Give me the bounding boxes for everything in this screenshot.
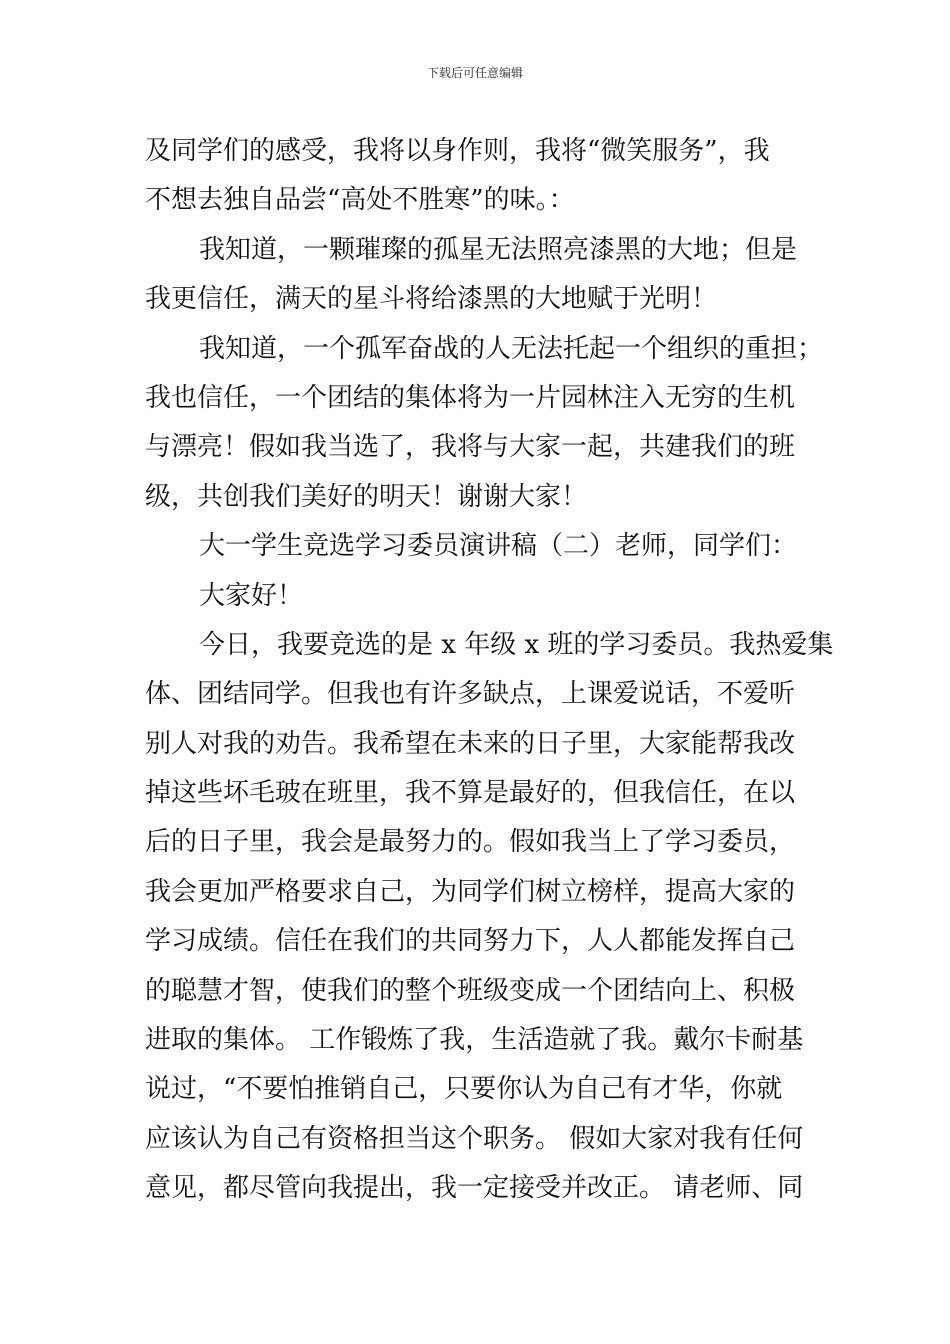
text-line: 不想去独自品尝“高处不胜寒”的味。： bbox=[145, 185, 575, 216]
text-line: 我知道，一个孤军奋战的人无法托起一个组织的重担； bbox=[199, 333, 824, 364]
text-line: 今日，我要竞选的是 x 年级 x 班的学习委员。我热爱集 bbox=[199, 629, 834, 660]
text-line: 别人对我的劝告。我希望在未来的日子里，大家能帮我改 bbox=[145, 728, 796, 759]
text-line: 应该认为自己有资格担当这个职务。 假如大家对我有任何 bbox=[145, 1123, 804, 1154]
text-line: 说过，“不要怕推销自己，只要你认为自己有才华，你就 bbox=[145, 1074, 783, 1105]
text-line: 后的日子里，我会是最努力的。假如我当上了学习委员， bbox=[145, 827, 796, 858]
text-line: 意见，都尽管向我提出，我一定接受并改正。 请老师、同 bbox=[145, 1173, 804, 1204]
text-line: 我知道，一颗璀璨的孤星无法照亮漆黑的大地；但是 bbox=[199, 234, 798, 265]
text-line: 及同学们的感受，我将以身作则，我将“微笑服务”，我 bbox=[145, 136, 770, 166]
page-header: 下载后可任意编辑 bbox=[426, 66, 523, 80]
text-line: 体、团结同学。但我也有许多缺点，上课爱说话，不爱听 bbox=[145, 679, 796, 710]
text-line: 掉这些坏毛玻在班里，我不算是最好的，但我信任，在以 bbox=[145, 778, 796, 809]
text-line: 进取的集体。 工作锻炼了我，生活造就了我。戴尔卡耐基 bbox=[145, 1025, 804, 1056]
greeting: 大家好！ bbox=[199, 580, 304, 611]
text-line: 我更信任，满天的星斗将给漆黑的大地赋于光明！ bbox=[145, 284, 718, 315]
text-line: 学习成绩。信任在我们的共同努力下，人人都能发挥自己 bbox=[145, 926, 796, 957]
section-title: 大一学生竞选学习委员演讲稿（二）老师，同学们： bbox=[199, 531, 798, 562]
text-line: 级，共创我们美好的明天！谢谢大家！ bbox=[145, 481, 588, 512]
text-line: 我也信任，一个团结的集体将为一片园林注入无穷的生机 bbox=[145, 382, 796, 413]
text-line: 与漂亮！假如我当选了，我将与大家一起，共建我们的班 bbox=[145, 432, 796, 463]
text-line: 我会更加严格要求自己，为同学们树立榜样，提高大家的 bbox=[145, 876, 796, 907]
body-text bbox=[145, 127, 834, 1214]
text-line: 的聪慧才智，使我们的整个班级变成一个团结向上、积极 bbox=[145, 975, 796, 1006]
